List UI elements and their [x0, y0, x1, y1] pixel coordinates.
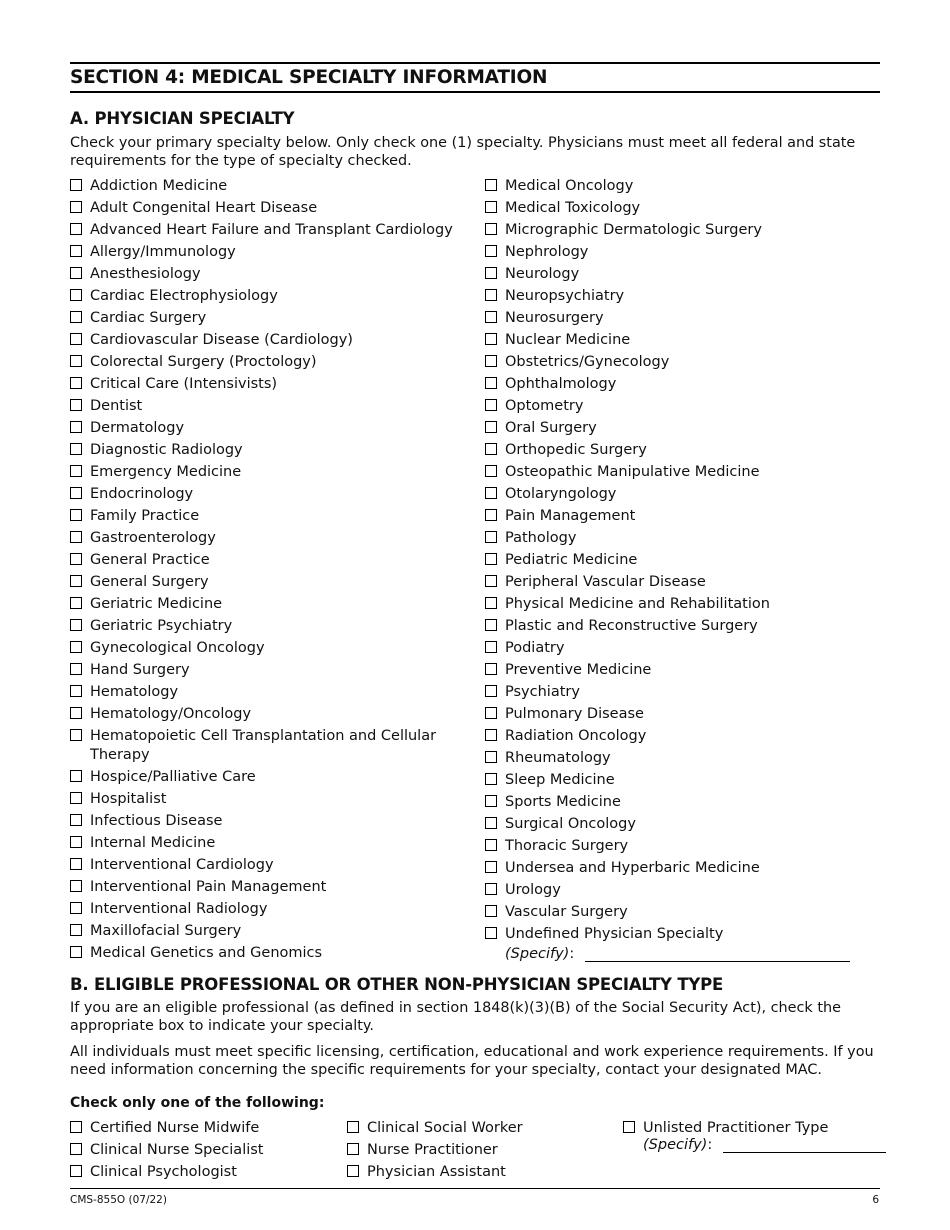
- checkbox[interactable]: [485, 443, 497, 455]
- option-label: Medical Genetics and Genomics: [90, 945, 323, 961]
- option-label: Nuclear Medicine: [505, 332, 631, 348]
- specialty-option-vascular-surgery[interactable]: [485, 903, 880, 925]
- specialty-option-pain-management[interactable]: [485, 507, 880, 529]
- eligible-professional-paragraph: If you are an eligible professional (as defined in section 1848(k)(3)(B) of the Social Security Act), check the appropriate box to indicate your specialty.: [70, 1000, 841, 1034]
- checkbox[interactable]: [485, 377, 497, 389]
- specialty-option-general-surgery[interactable]: [70, 573, 470, 595]
- checkbox[interactable]: [485, 861, 497, 873]
- checkbox[interactable]: [70, 245, 82, 257]
- option-label: Medical Oncology: [505, 178, 634, 194]
- checkbox[interactable]: [70, 814, 82, 826]
- specialty-option-cardiac-surgery[interactable]: [70, 309, 470, 331]
- specialty-option-thoracic-surgery[interactable]: [485, 837, 880, 859]
- checkbox[interactable]: [70, 1143, 82, 1155]
- non-physician-list-col2: [347, 1119, 607, 1185]
- option-label: Interventional Radiology: [90, 901, 268, 917]
- option-label: Psychiatry: [505, 684, 580, 700]
- checkbox[interactable]: [70, 1121, 82, 1133]
- option-label: Dentist: [90, 398, 143, 414]
- specialty-option-clinical-nurse-specialist[interactable]: [70, 1141, 330, 1163]
- specialty-option-colorectal-surgery-proctology[interactable]: [70, 353, 470, 375]
- specialty-option-radiation-oncology[interactable]: [485, 727, 880, 749]
- option-label: Hematology/Oncology: [90, 706, 252, 722]
- checkbox[interactable]: [70, 509, 82, 521]
- specialty-option-hematopoietic-cell-transplantation-and-cellular-therapy[interactable]: [70, 727, 470, 768]
- checkbox[interactable]: [485, 883, 497, 895]
- option-label: Family Practice: [90, 508, 200, 524]
- specialty-option-interventional-pain-management[interactable]: [70, 878, 470, 900]
- specialty-option-micrographic-dermatologic-surgery[interactable]: [485, 221, 880, 243]
- specialty-option-podiatry[interactable]: [485, 639, 880, 661]
- specialty-option-certified-nurse-midwife[interactable]: [70, 1119, 330, 1141]
- checkbox[interactable]: [70, 443, 82, 455]
- licensing-requirements-paragraph: All individuals must meet specific licensing, certification, educational and work experience requirements. If you need information concerning the specific requirements for your specialty, contact your designated MAC.: [70, 1044, 874, 1078]
- checkbox[interactable]: [70, 597, 82, 609]
- specialty-option-family-practice[interactable]: [70, 507, 470, 529]
- option-label: Adult Congenital Heart Disease: [90, 200, 318, 216]
- checkbox[interactable]: [623, 1121, 635, 1133]
- specialty-option-critical-care-intensivists[interactable]: [70, 375, 470, 397]
- checkbox[interactable]: [485, 421, 497, 433]
- checkbox[interactable]: [485, 817, 497, 829]
- option-label: Pediatric Medicine: [505, 552, 638, 568]
- option-label: Cardiac Surgery: [90, 310, 207, 326]
- option-label: Cardiovascular Disease (Cardiology): [90, 332, 353, 348]
- specialty-option-surgical-oncology[interactable]: [485, 815, 880, 837]
- option-label: Unlisted Practitioner Type: [643, 1120, 829, 1136]
- checkbox[interactable]: [70, 792, 82, 804]
- specialty-option-otolaryngology[interactable]: [485, 485, 880, 507]
- option-label: Ophthalmology: [505, 376, 617, 392]
- checkbox[interactable]: [70, 641, 82, 653]
- checkbox[interactable]: [485, 399, 497, 411]
- option-label: Allergy/Immunology: [90, 244, 236, 260]
- checkbox[interactable]: [347, 1143, 359, 1155]
- specialty-option-medical-genetics-and-genomics[interactable]: [70, 944, 470, 966]
- option-label: Hematopoietic Cell Transplantation and Cellular Therapy: [90, 728, 437, 763]
- specialty-option-neurosurgery[interactable]: [485, 309, 880, 331]
- option-label: Dermatology: [90, 420, 185, 436]
- checkbox[interactable]: [485, 685, 497, 697]
- checkbox[interactable]: [485, 905, 497, 917]
- specialty-option-hospitalist[interactable]: [70, 790, 470, 812]
- option-label: Orthopedic Surgery: [505, 442, 647, 458]
- specialty-option-urology[interactable]: [485, 881, 880, 903]
- checkbox[interactable]: [485, 729, 497, 741]
- section-title: SECTION 4: MEDICAL SPECIALTY INFORMATION: [70, 67, 548, 88]
- option-label: Pathology: [505, 530, 577, 546]
- specialty-option-clinical-social-worker[interactable]: [347, 1119, 607, 1141]
- specialty-option-preventive-medicine[interactable]: [485, 661, 880, 683]
- physician-specialty-list-right: [485, 177, 880, 947]
- option-label: Undersea and Hyperbaric Medicine: [505, 860, 760, 876]
- option-label: Plastic and Reconstructive Surgery: [505, 618, 758, 634]
- checkbox[interactable]: [485, 289, 497, 301]
- physician-specialty-instructions: Check your primary specialty below. Only check one (1) specialty. Physicians must meet all federal and state requirements for the type of specialty checked.: [70, 135, 856, 169]
- checkbox[interactable]: [70, 201, 82, 213]
- option-label: Endocrinology: [90, 486, 194, 502]
- checkbox[interactable]: [70, 1165, 82, 1177]
- checkbox[interactable]: [70, 531, 82, 543]
- checkbox[interactable]: [485, 707, 497, 719]
- specify-colon: :: [707, 1137, 713, 1153]
- option-label: Peripheral Vascular Disease: [505, 574, 706, 590]
- checkbox[interactable]: [485, 267, 497, 279]
- specialty-option-hematology-oncology[interactable]: [70, 705, 470, 727]
- option-label: Anesthesiology: [90, 266, 201, 282]
- checkbox[interactable]: [70, 836, 82, 848]
- checkbox[interactable]: [70, 707, 82, 719]
- checkbox[interactable]: [485, 839, 497, 851]
- option-label: Vascular Surgery: [505, 904, 628, 920]
- specialty-option-undefined-physician-specialty[interactable]: [485, 925, 880, 947]
- option-label: General Practice: [90, 552, 210, 568]
- checkbox[interactable]: [485, 597, 497, 609]
- specialty-option-clinical-psychologist[interactable]: [70, 1163, 330, 1185]
- specialty-option-rheumatology[interactable]: [485, 749, 880, 771]
- specialty-option-cardiac-electrophysiology[interactable]: [70, 287, 470, 309]
- specialty-option-gynecological-oncology[interactable]: [70, 639, 470, 661]
- checkbox[interactable]: [485, 795, 497, 807]
- option-label: Gynecological Oncology: [90, 640, 265, 656]
- checkbox[interactable]: [485, 751, 497, 763]
- checkbox[interactable]: [485, 487, 497, 499]
- option-label: Undefined Physician Specialty: [505, 926, 724, 942]
- checkbox[interactable]: [70, 946, 82, 958]
- specialty-option-obstetrics-gynecology[interactable]: [485, 353, 880, 375]
- specialty-option-ophthalmology[interactable]: [485, 375, 880, 397]
- specialty-option-anesthesiology[interactable]: [70, 265, 470, 287]
- option-label: Emergency Medicine: [90, 464, 242, 480]
- undefined-specialty-specify: [505, 946, 850, 962]
- checkbox[interactable]: [485, 311, 497, 323]
- specialty-option-nuclear-medicine[interactable]: [485, 331, 880, 353]
- checkbox[interactable]: [70, 619, 82, 631]
- option-label: Nurse Practitioner: [367, 1142, 498, 1158]
- checkbox[interactable]: [70, 880, 82, 892]
- checkbox[interactable]: [70, 421, 82, 433]
- checkbox[interactable]: [485, 179, 497, 191]
- specialty-option-nurse-practitioner[interactable]: [347, 1141, 607, 1163]
- checkbox[interactable]: [70, 355, 82, 367]
- checkbox[interactable]: [70, 553, 82, 565]
- specialty-option-orthopedic-surgery[interactable]: [485, 441, 880, 463]
- option-label: Clinical Social Worker: [367, 1120, 523, 1136]
- option-label: Medical Toxicology: [505, 200, 641, 216]
- specialty-option-general-practice[interactable]: [70, 551, 470, 573]
- checkbox[interactable]: [70, 465, 82, 477]
- specialty-option-emergency-medicine[interactable]: [70, 463, 470, 485]
- option-label: Neuropsychiatry: [505, 288, 625, 304]
- option-label: Preventive Medicine: [505, 662, 652, 678]
- specialty-option-plastic-and-reconstructive-surgery[interactable]: [485, 617, 880, 639]
- specialty-option-oral-surgery[interactable]: [485, 419, 880, 441]
- specialty-option-diagnostic-radiology[interactable]: [70, 441, 470, 463]
- option-label: Neurosurgery: [505, 310, 604, 326]
- specialty-option-addiction-medicine[interactable]: [70, 177, 470, 199]
- specialty-option-maxillofacial-surgery[interactable]: [70, 922, 470, 944]
- specialty-option-internal-medicine[interactable]: [70, 834, 470, 856]
- option-label: Oral Surgery: [505, 420, 597, 436]
- specialty-option-dermatology[interactable]: [70, 419, 470, 441]
- specialty-option-neuropsychiatry[interactable]: [485, 287, 880, 309]
- specialty-option-undersea-and-hyperbaric-medicine[interactable]: [485, 859, 880, 881]
- specify-input-line[interactable]: [723, 1138, 886, 1153]
- checkbox[interactable]: [485, 773, 497, 785]
- checkbox[interactable]: [485, 531, 497, 543]
- specialty-option-cardiovascular-disease-cardiology[interactable]: [70, 331, 470, 353]
- checkbox[interactable]: [347, 1165, 359, 1177]
- specialty-option-osteopathic-manipulative-medicine[interactable]: [485, 463, 880, 485]
- specialty-option-medical-toxicology[interactable]: [485, 199, 880, 221]
- option-label: Colorectal Surgery (Proctology): [90, 354, 317, 370]
- option-label: Physician Assistant: [367, 1164, 506, 1180]
- checkbox[interactable]: [70, 289, 82, 301]
- option-label: Sleep Medicine: [505, 772, 615, 788]
- specialty-option-hematology[interactable]: [70, 683, 470, 705]
- specialty-option-neurology[interactable]: [485, 265, 880, 287]
- option-label: General Surgery: [90, 574, 209, 590]
- option-label: Rheumatology: [505, 750, 611, 766]
- specialty-option-hand-surgery[interactable]: [70, 661, 470, 683]
- checkbox[interactable]: [485, 223, 497, 235]
- specialty-option-nephrology[interactable]: [485, 243, 880, 265]
- option-label: Micrographic Dermatologic Surgery: [505, 222, 762, 238]
- checkbox[interactable]: [70, 924, 82, 936]
- option-label: Obstetrics/Gynecology: [505, 354, 670, 370]
- specialty-option-adult-congenital-heart-disease[interactable]: [70, 199, 470, 221]
- checkbox[interactable]: [485, 509, 497, 521]
- non-physician-list-col1: [70, 1119, 330, 1185]
- checkbox[interactable]: [70, 685, 82, 697]
- specialty-option-infectious-disease[interactable]: [70, 812, 470, 834]
- option-label: Interventional Pain Management: [90, 879, 327, 895]
- specialty-option-psychiatry[interactable]: [485, 683, 880, 705]
- checkbox[interactable]: [70, 311, 82, 323]
- checkbox[interactable]: [70, 575, 82, 587]
- option-label: Osteopathic Manipulative Medicine: [505, 464, 760, 480]
- specialty-option-pulmonary-disease[interactable]: [485, 705, 880, 727]
- specialty-option-geriatric-psychiatry[interactable]: [70, 617, 470, 639]
- checkbox[interactable]: [485, 355, 497, 367]
- specialty-option-pathology[interactable]: [485, 529, 880, 551]
- specialty-option-physician-assistant[interactable]: [347, 1163, 607, 1185]
- option-label: Neurology: [505, 266, 580, 282]
- specify-label: (Specify): [643, 1137, 708, 1153]
- form-number: CMS-855O (07/22): [70, 1194, 167, 1206]
- option-label: Hand Surgery: [90, 662, 190, 678]
- option-label: Hematology: [90, 684, 179, 700]
- checkbox[interactable]: [485, 245, 497, 257]
- section-header: [70, 62, 880, 93]
- checkbox[interactable]: [485, 663, 497, 675]
- checkbox[interactable]: [485, 465, 497, 477]
- non-physician-specialty-heading: B. ELIGIBLE PROFESSIONAL OR OTHER NON-PHYSICIAN SPECIALTY TYPE: [70, 975, 724, 994]
- option-label: Sports Medicine: [505, 794, 621, 810]
- option-label: Infectious Disease: [90, 813, 223, 829]
- checkbox[interactable]: [485, 641, 497, 653]
- checkbox[interactable]: [70, 858, 82, 870]
- option-label: Physical Medicine and Rehabilitation: [505, 596, 770, 612]
- checkbox[interactable]: [70, 223, 82, 235]
- option-label: Certified Nurse Midwife: [90, 1120, 260, 1136]
- specify-input-line[interactable]: [585, 947, 850, 962]
- specialty-option-physical-medicine-and-rehabilitation[interactable]: [485, 595, 880, 617]
- checkbox[interactable]: [485, 619, 497, 631]
- checkbox[interactable]: [485, 333, 497, 345]
- specialty-option-advanced-heart-failure-and-transplant-cardiology[interactable]: [70, 221, 470, 243]
- specialty-option-endocrinology[interactable]: [70, 485, 470, 507]
- option-label: Geriatric Psychiatry: [90, 618, 233, 634]
- option-label: Gastroenterology: [90, 530, 216, 546]
- option-label: Surgical Oncology: [505, 816, 636, 832]
- checkbox[interactable]: [70, 333, 82, 345]
- specialty-option-interventional-radiology[interactable]: [70, 900, 470, 922]
- physician-specialty-heading: A. PHYSICIAN SPECIALTY: [70, 109, 295, 128]
- checkbox[interactable]: [70, 902, 82, 914]
- option-label: Internal Medicine: [90, 835, 216, 851]
- option-label: Pulmonary Disease: [505, 706, 644, 722]
- specialty-option-hospice-palliative-care[interactable]: [70, 768, 470, 790]
- option-label: Cardiac Electrophysiology: [90, 288, 278, 304]
- option-label: Optometry: [505, 398, 584, 414]
- specialty-option-interventional-cardiology[interactable]: [70, 856, 470, 878]
- option-label: Maxillofacial Surgery: [90, 923, 242, 939]
- specify-label: (Specify): [505, 946, 570, 962]
- specialty-option-dentist[interactable]: [70, 397, 470, 419]
- specialty-option-peripheral-vascular-disease[interactable]: [485, 573, 880, 595]
- checkbox[interactable]: [70, 267, 82, 279]
- checkbox[interactable]: [485, 927, 497, 939]
- physician-specialty-list-left: [70, 177, 470, 966]
- option-label: Thoracic Surgery: [505, 838, 629, 854]
- option-label: Interventional Cardiology: [90, 857, 274, 873]
- option-label: Critical Care (Intensivists): [90, 376, 278, 392]
- checkbox[interactable]: [347, 1121, 359, 1133]
- unlisted-practitioner-specify: [643, 1137, 886, 1153]
- option-label: Radiation Oncology: [505, 728, 647, 744]
- option-label: Diagnostic Radiology: [90, 442, 243, 458]
- option-label: Otolaryngology: [505, 486, 617, 502]
- specialty-option-geriatric-medicine[interactable]: [70, 595, 470, 617]
- option-label: Pain Management: [505, 508, 636, 524]
- specialty-option-optometry[interactable]: [485, 397, 880, 419]
- checkbox[interactable]: [485, 553, 497, 565]
- specialty-option-allergy-immunology[interactable]: [70, 243, 470, 265]
- option-label: Addiction Medicine: [90, 178, 228, 194]
- check-only-one-label: Check only one of the following:: [70, 1095, 325, 1111]
- checkbox[interactable]: [70, 399, 82, 411]
- checkbox[interactable]: [70, 663, 82, 675]
- specify-colon: :: [569, 946, 575, 962]
- checkbox[interactable]: [70, 487, 82, 499]
- checkbox[interactable]: [70, 179, 82, 191]
- option-label: Geriatric Medicine: [90, 596, 223, 612]
- checkbox[interactable]: [485, 201, 497, 213]
- checkbox[interactable]: [70, 729, 82, 741]
- checkbox[interactable]: [70, 770, 82, 782]
- specialty-option-medical-oncology[interactable]: [485, 177, 880, 199]
- page-number: 6: [872, 1194, 879, 1206]
- checkbox[interactable]: [70, 377, 82, 389]
- specialty-option-gastroenterology[interactable]: [70, 529, 470, 551]
- option-label: Hospice/Palliative Care: [90, 769, 256, 785]
- option-label: Podiatry: [505, 640, 565, 656]
- option-label: Urology: [505, 882, 561, 898]
- option-label: Hospitalist: [90, 791, 167, 807]
- option-label: Nephrology: [505, 244, 589, 260]
- checkbox[interactable]: [485, 575, 497, 587]
- option-label: Clinical Psychologist: [90, 1164, 237, 1180]
- footer-divider: [70, 1188, 880, 1189]
- option-label: Clinical Nurse Specialist: [90, 1142, 264, 1158]
- specialty-option-pediatric-medicine[interactable]: [485, 551, 880, 573]
- specialty-option-sleep-medicine[interactable]: [485, 771, 880, 793]
- specialty-option-sports-medicine[interactable]: [485, 793, 880, 815]
- option-label: Advanced Heart Failure and Transplant Cardiology: [90, 222, 453, 238]
